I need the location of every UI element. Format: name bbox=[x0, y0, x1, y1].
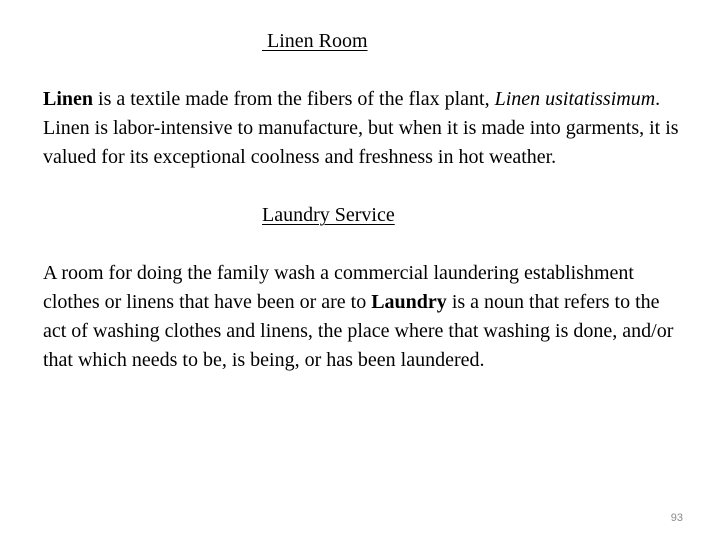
slide-body bbox=[43, 27, 683, 375]
laundry-term: Laundry bbox=[371, 291, 447, 313]
laundry-service-heading: Laundry Service bbox=[262, 204, 395, 226]
laundry-service-heading-line bbox=[43, 201, 683, 230]
laundry-definition-text-a: A room for doing the family wash a commercial laundering establishment clothes or linens that have been or are to bbox=[43, 262, 634, 313]
spacer bbox=[43, 172, 683, 201]
linen-species-genus: Linen bbox=[494, 88, 541, 110]
linen-room-heading: Linen Room bbox=[262, 30, 368, 52]
laundry-definition-text-b: is a noun that refers to the act of washing clothes and linens, the place where that washing is done, and/or that which needs to be, is being, or has been laundered. bbox=[43, 291, 674, 371]
page-number: 93 bbox=[670, 512, 683, 524]
linen-definition-paragraph bbox=[43, 85, 683, 172]
laundry-definition-paragraph bbox=[43, 259, 683, 375]
linen-species-epithet: usitatissimum bbox=[545, 88, 656, 110]
spacer bbox=[43, 56, 683, 85]
linen-definition-text-a: is a textile made from the fibers of the flax plant, bbox=[93, 88, 495, 110]
linen-room-heading-line bbox=[43, 27, 683, 56]
spacer bbox=[43, 230, 683, 259]
linen-definition-text-b: . Linen is labor-intensive to manufacture, but when it is made into garments, it is valued for its exceptional coolness and freshness in hot weather. bbox=[43, 88, 679, 168]
linen-term: Linen bbox=[43, 88, 94, 110]
